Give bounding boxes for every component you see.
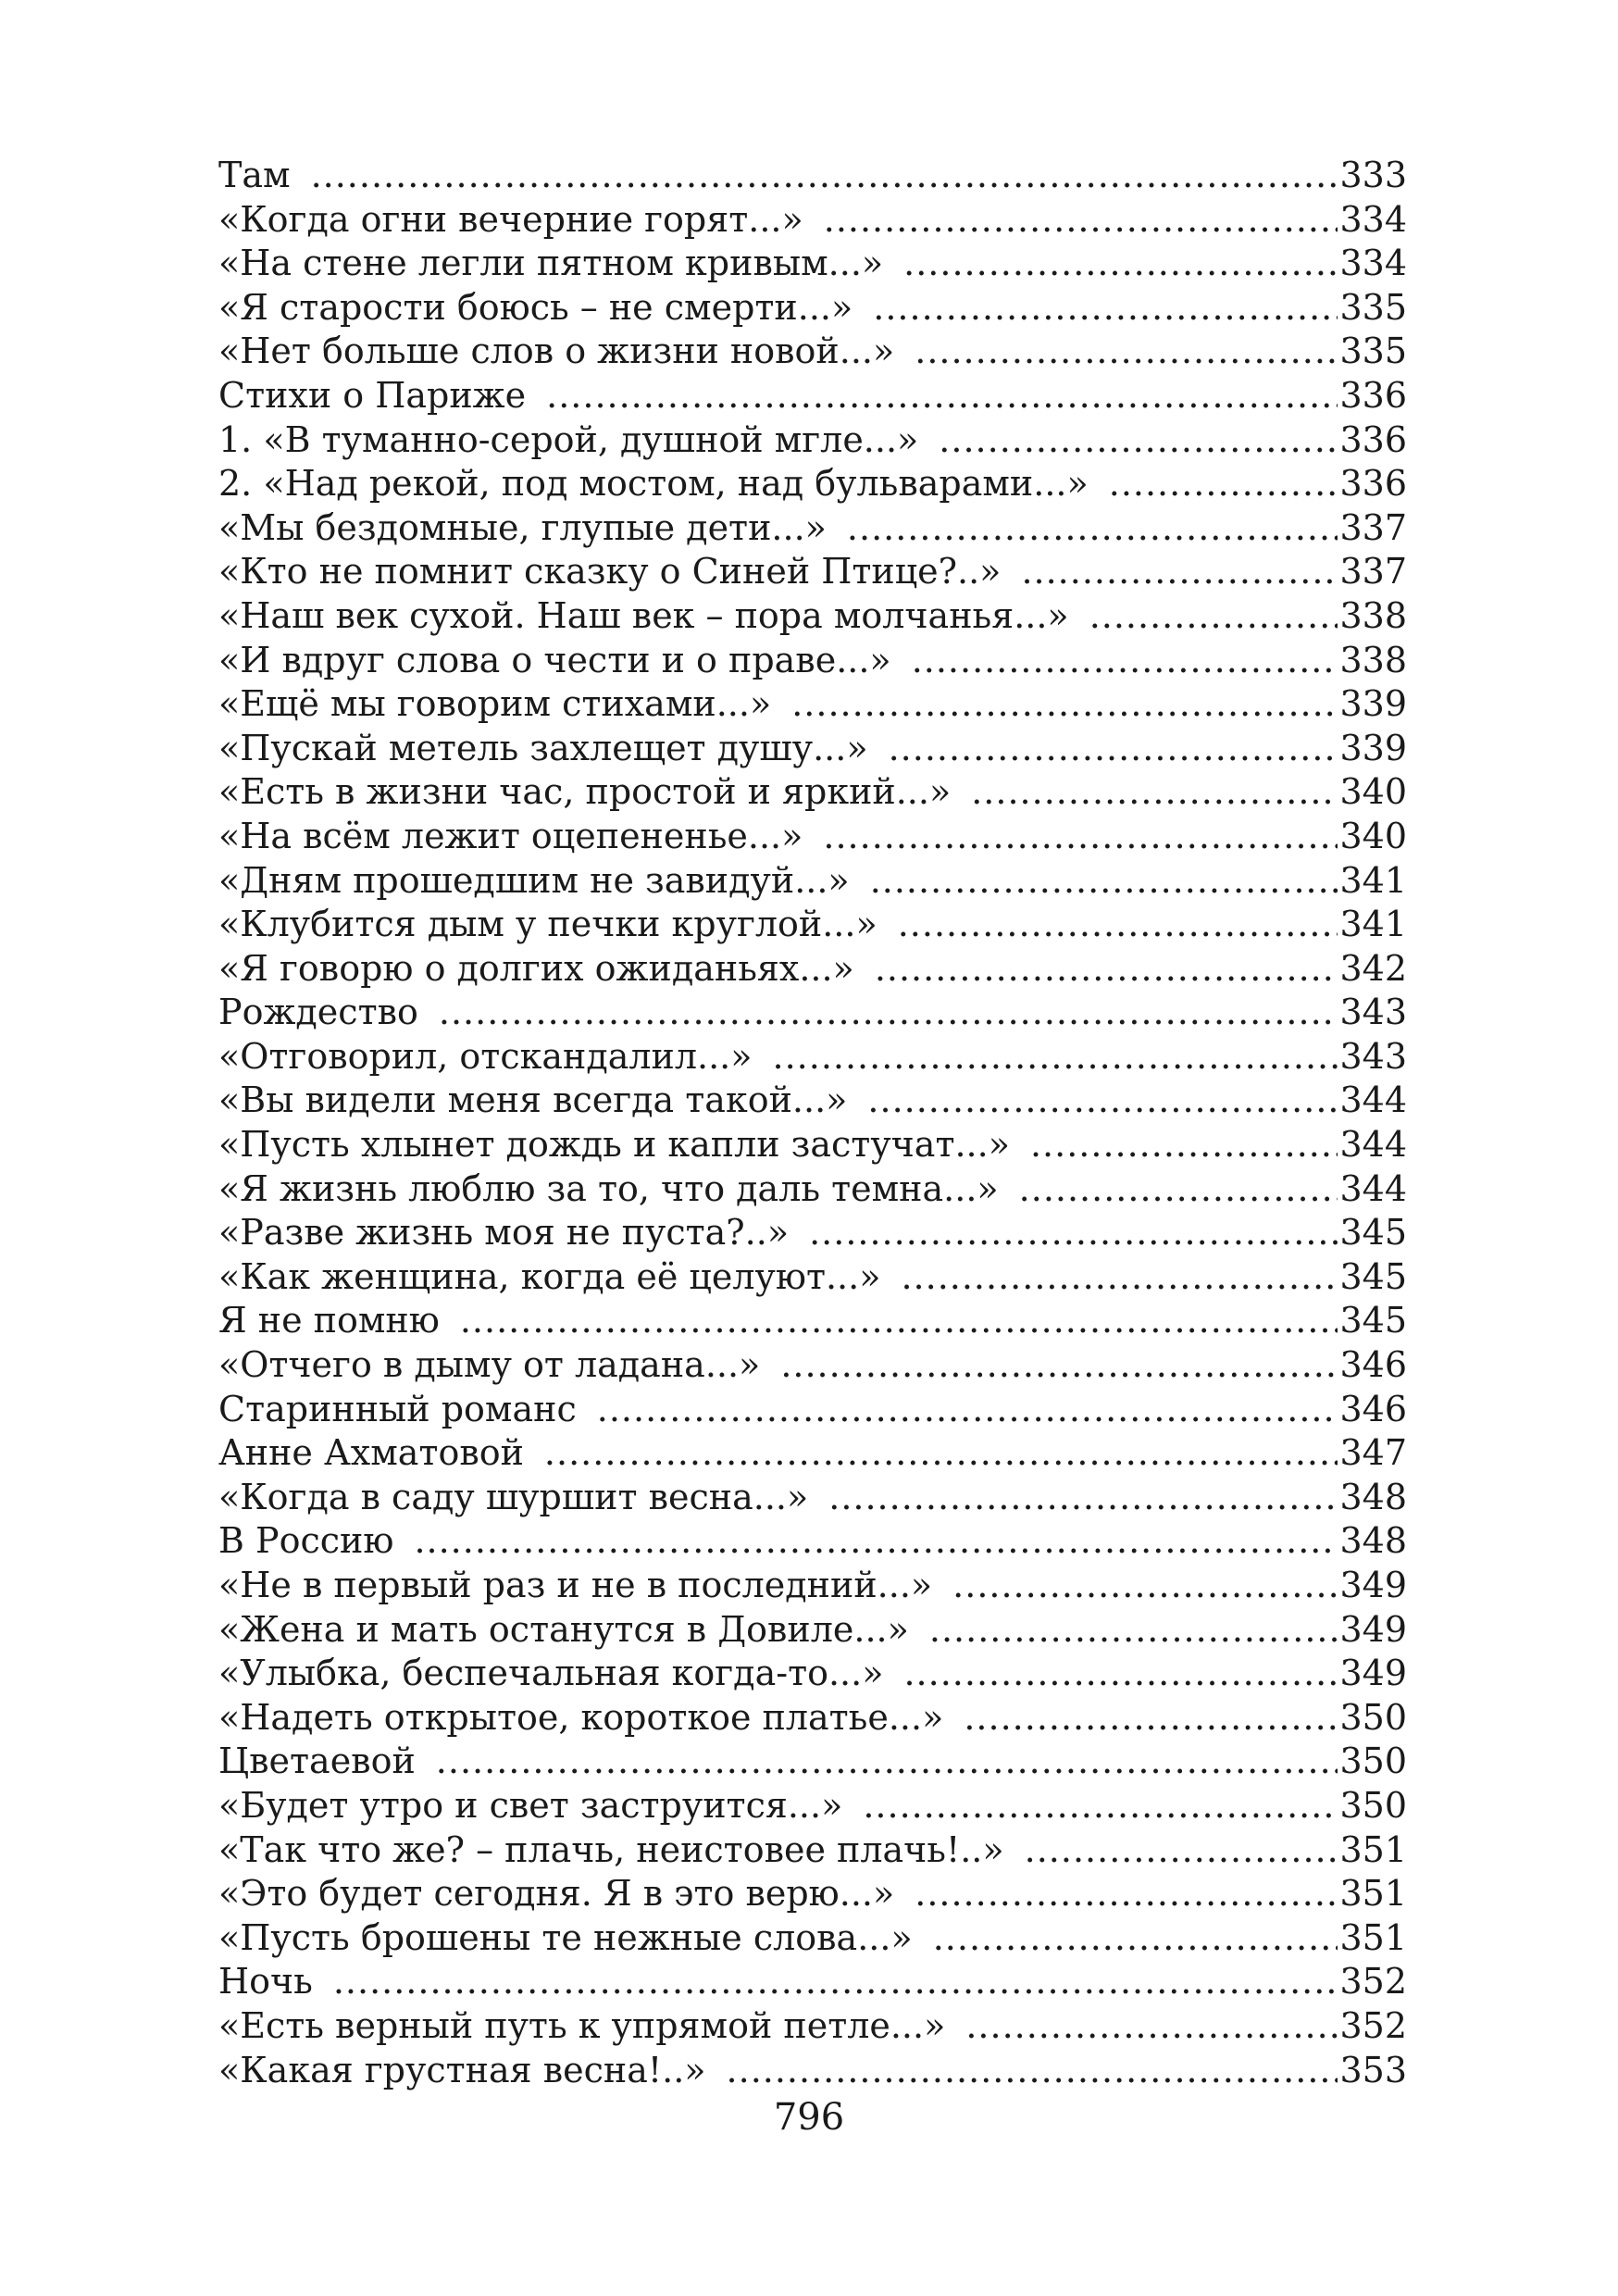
toc-dot-leader <box>873 286 1338 331</box>
toc-dot-leader <box>727 2049 1338 2093</box>
toc-entry-title: «На всём лежит оцепененье...» <box>218 815 803 856</box>
toc-dot-leader <box>824 198 1338 243</box>
toc-entry-title: «Я жизнь люблю за то, что даль темна...» <box>218 1167 999 1209</box>
toc-entry-title: «На стене легли пятном кривым...» <box>218 243 884 284</box>
toc-entry <box>218 550 1407 594</box>
toc-entry-title: «Будет утро и свет заструится...» <box>218 1784 843 1826</box>
toc-entry-page: 343 <box>1339 992 1407 1033</box>
toc-entry-page: 340 <box>1339 815 1407 856</box>
toc-entry <box>218 1476 1407 1520</box>
toc-entry <box>218 1388 1407 1432</box>
toc-entry-page: 349 <box>1339 1608 1407 1650</box>
toc-dot-leader <box>333 1960 1338 2004</box>
toc-entry-page: 346 <box>1339 1388 1407 1429</box>
toc-dot-leader <box>791 682 1338 727</box>
toc-entry-page: 345 <box>1339 1255 1407 1297</box>
toc-entry <box>218 991 1407 1035</box>
toc-entry-page: 333 <box>1339 155 1407 195</box>
toc-entry <box>218 1784 1407 1828</box>
toc-entry-title: «Разве жизнь моя не пуста?..» <box>218 1212 790 1254</box>
toc-dot-leader <box>929 1608 1338 1653</box>
toc-dot-leader <box>414 1519 1338 1564</box>
toc-dot-leader <box>439 991 1338 1035</box>
toc-entry <box>218 1079 1407 1123</box>
toc-entry-title: «И вдруг слова о чести и о праве...» <box>218 639 891 680</box>
toc-entry <box>218 859 1407 904</box>
toc-dot-leader <box>971 770 1338 815</box>
toc-entry-title: «Надеть открытое, короткое платье...» <box>218 1696 944 1738</box>
toc-dot-leader <box>809 1211 1338 1255</box>
toc-entry-page: 351 <box>1339 1916 1407 1958</box>
toc-entry-title: «Какая грустная весна!..» <box>218 2049 706 2090</box>
toc-entry-page: 341 <box>1339 904 1407 945</box>
toc-entry-page: 349 <box>1339 1653 1407 1694</box>
toc-entry-title: «Я старости боюсь – не смерти...» <box>218 286 853 328</box>
toc-entry <box>218 727 1407 771</box>
toc-entry <box>218 1740 1407 1784</box>
toc-entry-title: «Я говорю о долгих ожиданьях...» <box>218 947 854 989</box>
toc-entry <box>218 639 1407 683</box>
toc-entry-title: «Жена и мать останутся в Довиле...» <box>218 1608 909 1650</box>
toc-dot-leader <box>1019 1167 1338 1212</box>
toc-entry-page: 350 <box>1339 1741 1407 1782</box>
toc-dot-leader <box>875 947 1338 992</box>
toc-entry-page: 334 <box>1339 198 1407 240</box>
toc-entry-page: 352 <box>1339 2004 1407 2046</box>
toc-dot-leader <box>1030 1123 1338 1167</box>
toc-dot-leader <box>544 1431 1338 1476</box>
toc-entry-page: 346 <box>1339 1344 1407 1386</box>
toc-dot-leader <box>311 154 1338 198</box>
toc-entry-page: 343 <box>1339 1035 1407 1077</box>
toc-entry-page: 344 <box>1339 1167 1407 1209</box>
toc-entry <box>218 242 1407 286</box>
toc-entry <box>218 594 1407 639</box>
toc-entry-title: Анне Ахматовой <box>218 1432 524 1474</box>
toc-entry <box>218 1299 1407 1343</box>
toc-dot-leader <box>933 1916 1338 1961</box>
toc-entry-title: «Когда огни вечерние горят...» <box>218 198 803 240</box>
toc-dot-leader <box>903 1652 1338 1696</box>
toc-entry <box>218 1167 1407 1212</box>
toc-entry <box>218 1431 1407 1476</box>
toc-dot-leader <box>1021 550 1338 594</box>
toc-dot-leader <box>1089 594 1338 639</box>
toc-entry-page: 337 <box>1339 551 1407 593</box>
toc-entry-title: Стихи о Париже <box>218 374 527 416</box>
toc-entry-page: 338 <box>1339 594 1407 636</box>
toc-entry <box>218 1696 1407 1741</box>
toc-entry-page: 335 <box>1339 331 1407 372</box>
toc-entry-page: 337 <box>1339 506 1407 548</box>
toc-dot-leader <box>847 506 1338 551</box>
toc-entry-page: 348 <box>1339 1520 1407 1562</box>
toc-entry-page: 341 <box>1339 859 1407 901</box>
toc-entry <box>218 1123 1407 1167</box>
toc-entry <box>218 1608 1407 1653</box>
toc-dot-leader <box>780 1343 1338 1388</box>
toc-entry-page: 353 <box>1339 2049 1407 2090</box>
toc-entry-title: Старинный романс <box>218 1388 577 1429</box>
toc-entry <box>218 2049 1407 2093</box>
toc-dot-leader <box>898 903 1338 947</box>
toc-entry-page: 339 <box>1339 727 1407 768</box>
toc-entry <box>218 903 1407 947</box>
toc-dot-leader <box>964 1696 1338 1741</box>
table-of-contents <box>218 154 1407 2092</box>
toc-dot-leader <box>965 2004 1338 2049</box>
toc-entry-title: «Как женщина, когда её целуют...» <box>218 1255 881 1297</box>
toc-entry-title: «Не в первый раз и не в последний...» <box>218 1565 933 1605</box>
toc-dot-leader <box>867 1079 1338 1123</box>
toc-entry-page: 336 <box>1339 374 1407 416</box>
toc-entry-page: 336 <box>1339 463 1407 505</box>
toc-dot-leader <box>915 1872 1338 1916</box>
toc-entry-title: 2. «Над рекой, под мостом, над бульварами...» <box>218 463 1089 505</box>
toc-dot-leader <box>912 639 1338 683</box>
toc-entry-title: «Есть в жизни час, простой и яркий...» <box>218 771 952 813</box>
toc-entry-page: 349 <box>1339 1565 1407 1605</box>
toc-entry-title: «Ещё мы говорим стихами...» <box>218 683 772 725</box>
toc-entry-page: 334 <box>1339 243 1407 284</box>
toc-dot-leader <box>1109 462 1338 506</box>
toc-dot-leader <box>889 727 1338 771</box>
toc-entry <box>218 1211 1407 1255</box>
toc-dot-leader <box>952 1564 1338 1608</box>
toc-entry-page: 345 <box>1339 1212 1407 1254</box>
toc-dot-leader <box>903 242 1338 286</box>
toc-entry <box>218 1828 1407 1873</box>
toc-entry-title: «Вы видели меня всегда такой...» <box>218 1079 848 1121</box>
toc-entry-page: 336 <box>1339 418 1407 460</box>
toc-entry <box>218 1035 1407 1079</box>
toc-entry <box>218 1564 1407 1608</box>
toc-entry <box>218 1960 1407 2004</box>
toc-dot-leader <box>546 374 1338 418</box>
toc-entry-title: «Пусть брошены те нежные слова...» <box>218 1916 913 1958</box>
toc-entry-page: 342 <box>1339 947 1407 989</box>
toc-entry <box>218 1916 1407 1961</box>
toc-dot-leader <box>863 1784 1338 1828</box>
toc-entry-page: 339 <box>1339 683 1407 725</box>
toc-entry-page: 347 <box>1339 1432 1407 1474</box>
toc-entry <box>218 682 1407 727</box>
toc-entry-page: 345 <box>1339 1300 1407 1341</box>
toc-entry <box>218 947 1407 992</box>
toc-entry-title: «Пусть хлынет дождь и капли застучат...» <box>218 1124 1010 1166</box>
toc-entry-title: «Клубится дым у печки круглой...» <box>218 904 877 945</box>
toc-entry-title: «Наш век сухой. Наш век – пора молчанья...» <box>218 594 1069 636</box>
toc-entry <box>218 2004 1407 2049</box>
toc-entry-title: Я не помню <box>218 1300 440 1341</box>
toc-entry-page: 344 <box>1339 1079 1407 1121</box>
toc-entry-page: 348 <box>1339 1476 1407 1517</box>
toc-entry <box>218 1343 1407 1388</box>
toc-dot-leader <box>901 1255 1338 1300</box>
toc-entry-title: «Пускай метель захлещет душу...» <box>218 727 868 768</box>
toc-dot-leader <box>828 1476 1338 1520</box>
toc-entry <box>218 1652 1407 1696</box>
toc-entry-page: 351 <box>1339 1828 1407 1870</box>
toc-entry-title: Ночь <box>218 1961 313 2003</box>
toc-dot-leader <box>823 815 1338 859</box>
toc-entry-title: «Улыбка, беспечальная когда-то...» <box>218 1653 884 1694</box>
toc-entry-page: 340 <box>1339 771 1407 813</box>
toc-entry-page: 338 <box>1339 639 1407 680</box>
toc-dot-leader <box>939 418 1338 463</box>
toc-dot-leader <box>773 1035 1338 1079</box>
toc-entry-title: «Отчего в дыму от ладана...» <box>218 1344 761 1386</box>
toc-entry-title: «Отговорил, отскандалил...» <box>218 1035 753 1077</box>
toc-entry-title: «Дням прошедшим не завидуй...» <box>218 859 850 901</box>
toc-entry-title: «Так что же? – плачь, неистовее плачь!..» <box>218 1828 1004 1870</box>
toc-entry-title: «Мы бездомные, глупые дети...» <box>218 506 827 548</box>
toc-entry-page: 350 <box>1339 1696 1407 1738</box>
toc-entry-title: «Есть верный путь к упрямой петле...» <box>218 2004 946 2046</box>
toc-dot-leader <box>597 1388 1338 1432</box>
toc-entry-title: В Россию <box>218 1520 394 1562</box>
toc-entry-page: 350 <box>1339 1784 1407 1826</box>
page-number: 796 <box>773 2096 845 2139</box>
toc-entry <box>218 1872 1407 1916</box>
toc-entry-page: 352 <box>1339 1961 1407 2003</box>
toc-entry <box>218 462 1407 506</box>
toc-entry <box>218 418 1407 463</box>
toc-entry-title: 1. «В туманно-серой, душной мгле...» <box>218 418 919 460</box>
toc-entry-title: «Нет больше слов о жизни новой...» <box>218 331 895 372</box>
toc-entry-page: 335 <box>1339 286 1407 328</box>
toc-entry <box>218 770 1407 815</box>
toc-dot-leader <box>436 1740 1338 1784</box>
toc-entry-page: 351 <box>1339 1873 1407 1915</box>
toc-entry-title: «Когда в саду шуршит весна...» <box>218 1476 809 1517</box>
toc-entry <box>218 198 1407 243</box>
toc-dot-leader <box>1025 1828 1338 1873</box>
toc-entry-title: Рождество <box>218 992 418 1033</box>
toc-entry <box>218 286 1407 331</box>
toc-entry <box>218 506 1407 551</box>
toc-entry-title: «Кто не помнит сказку о Синей Птице?..» <box>218 551 1002 593</box>
toc-dot-leader <box>870 859 1338 904</box>
toc-entry <box>218 154 1407 198</box>
toc-dot-leader <box>460 1299 1338 1343</box>
toc-entry <box>218 330 1407 374</box>
toc-entry <box>218 1255 1407 1300</box>
toc-dot-leader <box>915 330 1338 374</box>
toc-entry-page: 344 <box>1339 1124 1407 1166</box>
toc-entry-title: «Это будет сегодня. Я в это верю...» <box>218 1873 895 1915</box>
toc-entry <box>218 374 1407 418</box>
toc-entry-title: Цветаевой <box>218 1741 416 1782</box>
toc-entry-title: Там <box>218 155 291 195</box>
toc-entry <box>218 815 1407 859</box>
toc-entry <box>218 1519 1407 1564</box>
